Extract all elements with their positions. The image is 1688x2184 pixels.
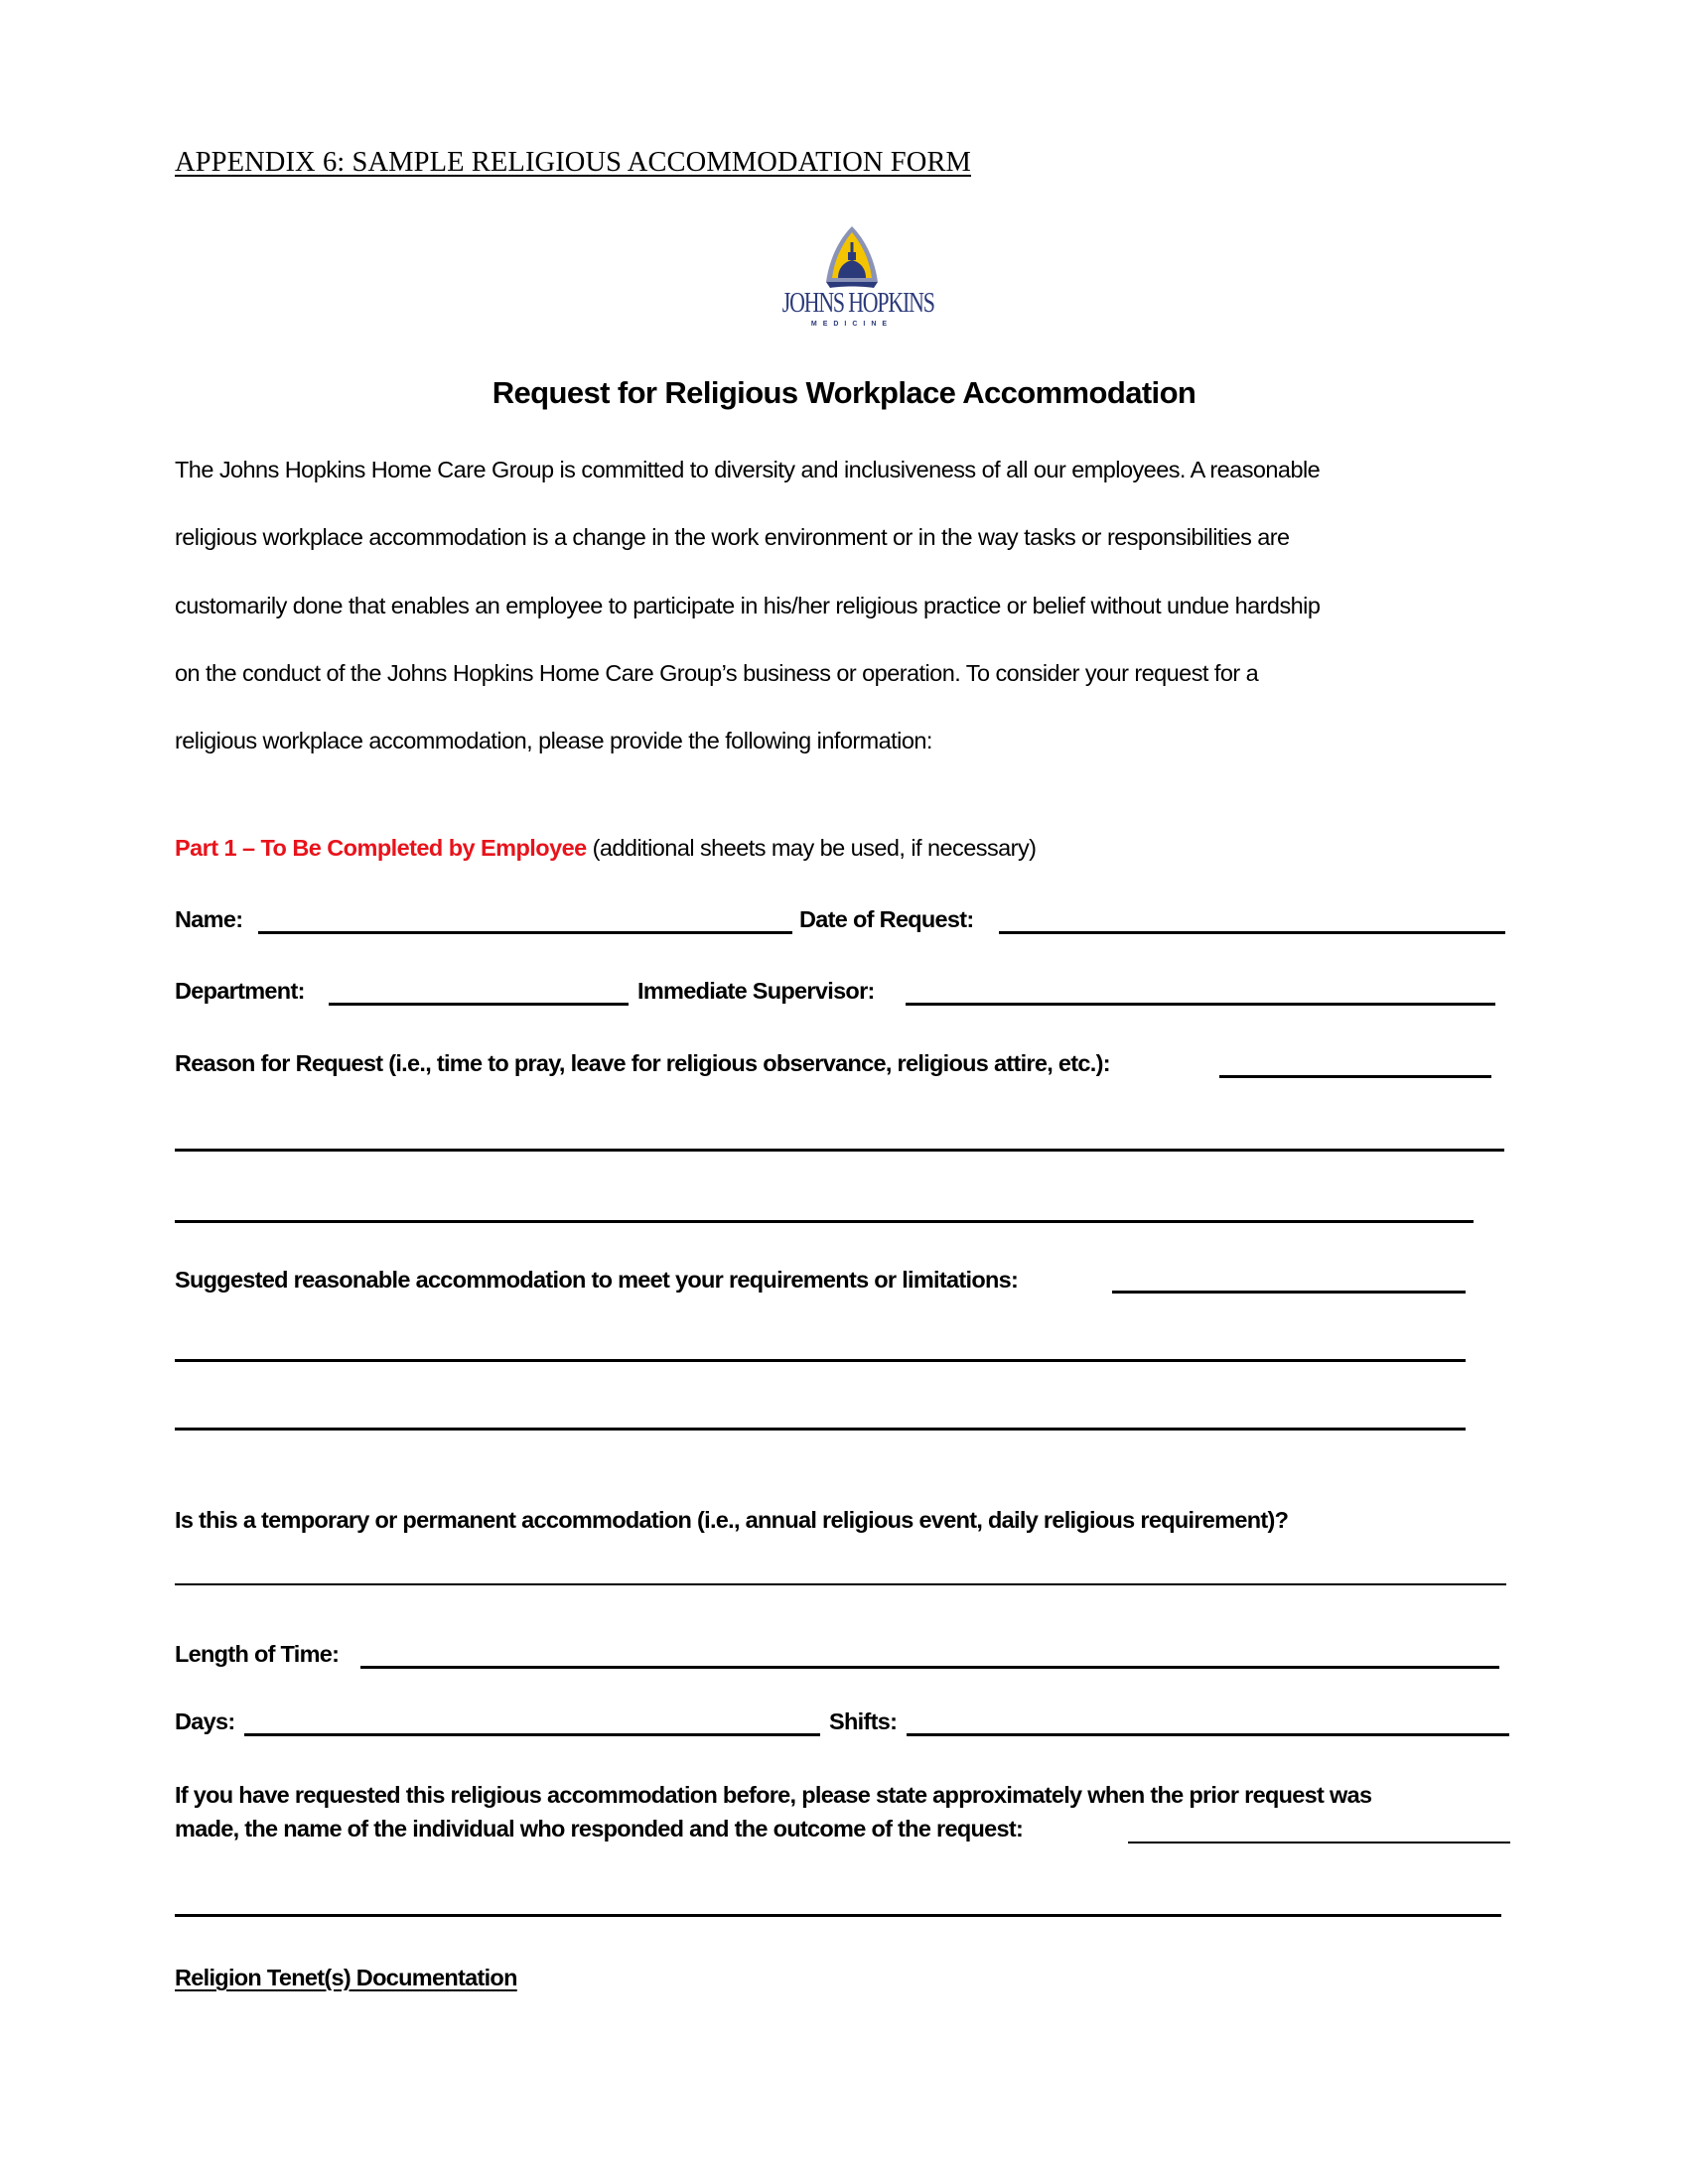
- shifts-label: Shifts:: [829, 1708, 898, 1734]
- intro-line: on the conduct of the Johns Hopkins Home Care Group’s business or operation. To consider your request for a: [175, 660, 1259, 686]
- name-label: Name:: [175, 906, 243, 932]
- temporary-permanent-label: Is this a temporary or permanent accommodation (i.e., annual religious event, daily religious requirement)?: [175, 1507, 1289, 1533]
- part1-title: Part 1 – To Be Completed by Employee: [175, 835, 587, 861]
- suggested-accommodation-line[interactable]: [175, 1428, 1466, 1431]
- intro-line: religious workplace accommodation is a change in the work environment or in the way tasks or responsibilities are: [175, 524, 1290, 550]
- reason-field-line[interactable]: [175, 1149, 1504, 1152]
- appendix-title: APPENDIX 6: SAMPLE RELIGIOUS ACCOMMODATION FORM: [175, 147, 971, 178]
- shield-dome-icon: [763, 224, 941, 294]
- reason-field[interactable]: [1219, 1075, 1491, 1078]
- form-title: Request for Religious Workplace Accommodation: [492, 375, 1196, 410]
- name-field[interactable]: [258, 931, 792, 934]
- days-label: Days:: [175, 1708, 235, 1734]
- department-field[interactable]: [329, 1003, 629, 1006]
- intro-line: customarily done that enables an employee to participate in his/her religious practice or belief without undue hardship: [175, 593, 1321, 618]
- johns-hopkins-logo: [763, 224, 941, 336]
- department-label: Department:: [175, 978, 305, 1004]
- reason-field-line[interactable]: [175, 1220, 1474, 1223]
- part1-heading: [175, 835, 1036, 862]
- reason-label: Reason for Request (i.e., time to pray, leave for religious observance, religious attire, etc.):: [175, 1050, 1110, 1076]
- logo-subtitle: MEDICINE: [810, 321, 894, 328]
- suggested-accommodation-label: Suggested reasonable accommodation to meet your requirements or limitations:: [175, 1267, 1019, 1293]
- religion-tenets-heading: Religion Tenet(s) Documentation: [175, 1965, 517, 1990]
- date-of-request-field[interactable]: [999, 931, 1505, 934]
- suggested-accommodation-field[interactable]: [1112, 1291, 1466, 1294]
- prior-request-line[interactable]: [175, 1914, 1501, 1917]
- immediate-supervisor-field[interactable]: [906, 1003, 1495, 1006]
- days-field[interactable]: [244, 1733, 820, 1736]
- prior-request-label: If you have requested this religious accommodation before, please state approximately when the prior request was: [175, 1782, 1372, 1808]
- immediate-supervisor-label: Immediate Supervisor:: [637, 978, 875, 1004]
- prior-request-field[interactable]: [1128, 1842, 1510, 1843]
- suggested-accommodation-line[interactable]: [175, 1359, 1466, 1362]
- part1-note: (additional sheets may be used, if necessary): [586, 835, 1037, 861]
- temporary-permanent-field[interactable]: [175, 1583, 1506, 1585]
- shifts-field[interactable]: [907, 1733, 1509, 1736]
- length-of-time-field[interactable]: [360, 1666, 1499, 1669]
- length-of-time-label: Length of Time:: [175, 1641, 340, 1667]
- intro-line: religious workplace accommodation, please provide the following information:: [175, 728, 932, 753]
- prior-request-label: made, the name of the individual who responded and the outcome of the request:: [175, 1816, 1024, 1842]
- date-of-request-label: Date of Request:: [799, 906, 974, 932]
- intro-line: The Johns Hopkins Home Care Group is committed to diversity and inclusiveness of all our employees. A reasonable: [175, 457, 1321, 482]
- logo-wordmark: JOHNS HOPKINS: [781, 288, 934, 319]
